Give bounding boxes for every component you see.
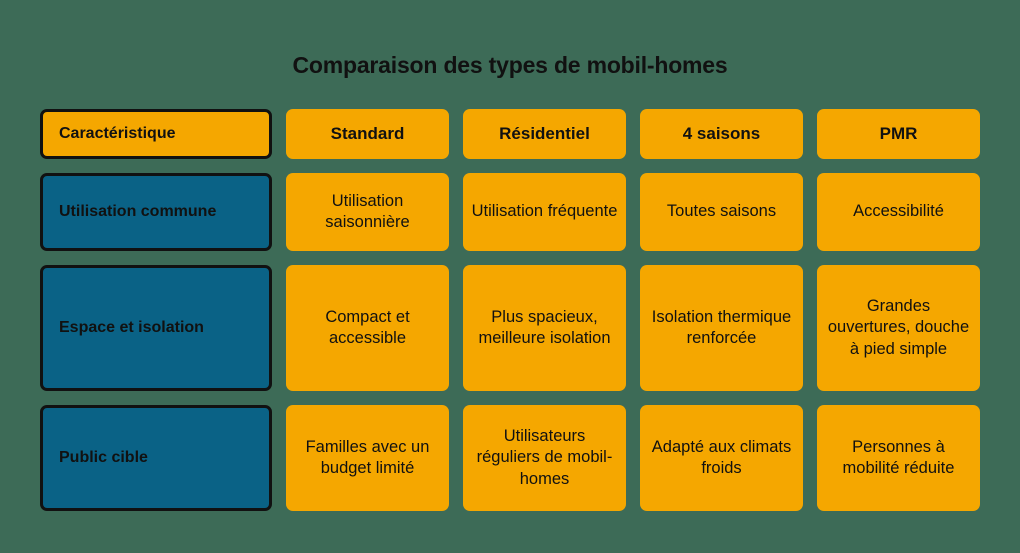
cell-utilisation-commune-residentiel: Utilisation fréquente (463, 173, 626, 251)
cell-utilisation-commune-standard: Utilisation saisonnière (286, 173, 449, 251)
row-label-espace-et-isolation: Espace et isolation (40, 265, 272, 391)
row-label-utilisation-commune: Utilisation commune (40, 173, 272, 251)
cell-espace-et-isolation-pmr: Grandes ouvertures, douche à pied simple (817, 265, 980, 391)
cell-utilisation-commune-4-saisons: Toutes saisons (640, 173, 803, 251)
header-cell-4-saisons: 4 saisons (640, 109, 803, 159)
cell-utilisation-commune-pmr: Accessibilité (817, 173, 980, 251)
header-cell-standard: Standard (286, 109, 449, 159)
header-cell-residentiel: Résidentiel (463, 109, 626, 159)
cell-public-cible-standard: Familles avec un budget limité (286, 405, 449, 511)
header-cell-pmr: PMR (817, 109, 980, 159)
row-label-public-cible: Public cible (40, 405, 272, 511)
table-row (40, 405, 980, 511)
comparison-table (40, 79, 980, 511)
page-title: Comparaison des types de mobil-homes (292, 52, 728, 78)
cell-espace-et-isolation-standard: Compact et accessible (286, 265, 449, 391)
cell-public-cible-4-saisons: Adapté aux climats froids (640, 405, 803, 511)
header-cell-characteristic: Caractéristique (40, 109, 272, 159)
table-row (40, 265, 980, 391)
table-row (40, 173, 980, 251)
table-header-row (40, 109, 980, 159)
cell-public-cible-pmr: Personnes à mobilité réduite (817, 405, 980, 511)
cell-espace-et-isolation-4-saisons: Isolation thermique renforcée (640, 265, 803, 391)
cell-public-cible-residentiel: Utilisateurs réguliers de mobil-homes (463, 405, 626, 511)
cell-espace-et-isolation-residentiel: Plus spacieux, meilleure isolation (463, 265, 626, 391)
